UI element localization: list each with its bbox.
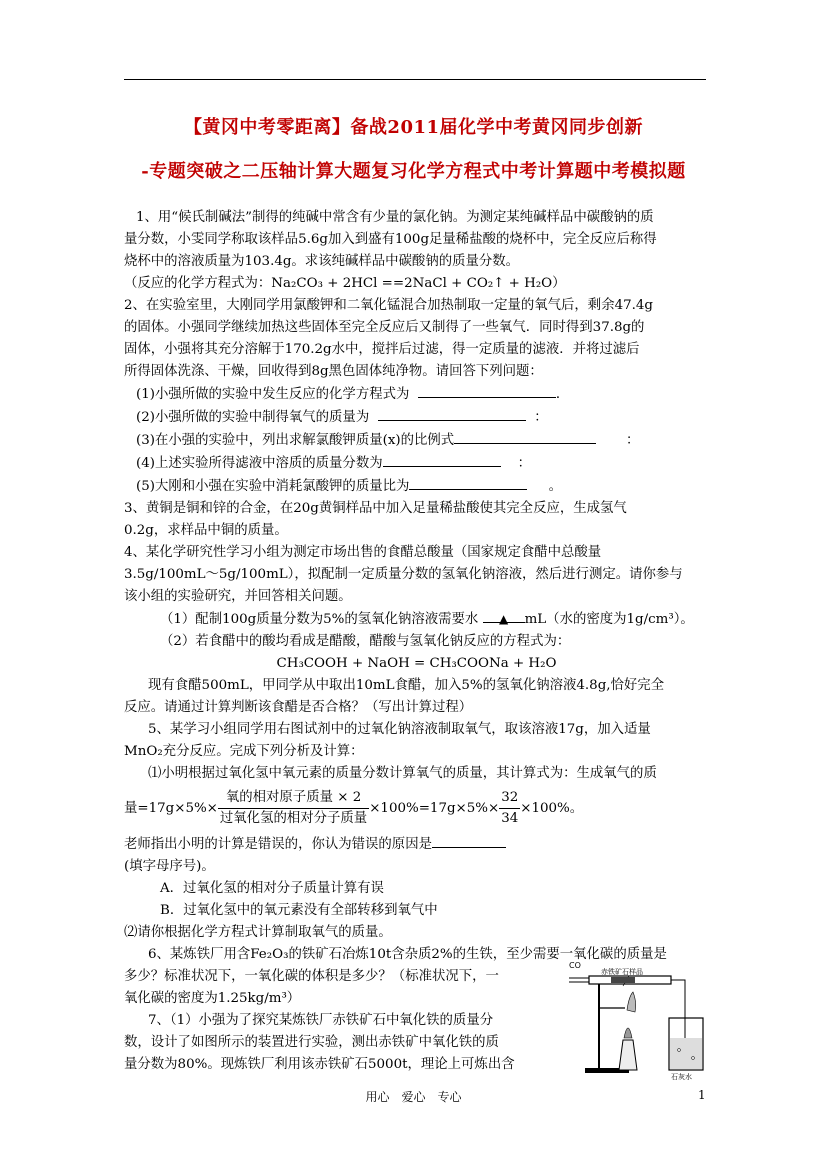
q7-line-1: 7、（1）小强为了探究某炼铁厂赤铁矿石中氧化铁的质量分 [148, 1013, 494, 1028]
q6-line-2: 多少？标准状况下，一氧化碳的体积是多少？（标准状况下，一 [124, 969, 499, 984]
q6-line-1: 6、某炼铁厂用含Fe₂O₃的铁矿石冶炼10t含杂质2%的生铁，至少需要一氧化碳的质量是 [148, 947, 667, 962]
page-footer: 用心 爱心 专心 [365, 1090, 462, 1104]
q7-line-3: 量分数为80%。现炼铁厂利用该赤铁矿石5000t，理论上可炼出含 [124, 1057, 515, 1072]
q2-line-3: 固体，小强将其充分溶解于170.2g水中，搅拌后过滤，得一定质量的滤液．并将过滤后 [124, 342, 640, 357]
page-number: 1 [698, 1088, 706, 1102]
apparatus-diagram [567, 958, 717, 1080]
q2-blank-5[interactable] [409, 475, 527, 490]
q5-formula-suffix: ×100%。 [520, 801, 584, 816]
q1-equation: （反应的化学方程式为：Na₂CO₃ + 2HCl ==2NaCl + CO₂↑ + H₂O） [124, 276, 566, 291]
q6-line-3: 氧化碳的密度为1.25kg/m³） [124, 991, 301, 1006]
q4-sub-1-unit: mL（水的密度为1g/cm³）。 [524, 612, 694, 627]
q4-sub-2: （2）若食醋中的酸均看成是醋酸，醋酸与氢氧化钠反应的方程式为： [160, 634, 571, 649]
q4-line-3: 该小组的实验研究，并回答相关问题。 [124, 589, 352, 604]
q2-sub-1-text: (1)小强所做的实验中发生反应的化学方程式为 [136, 387, 410, 402]
ore-sample [611, 977, 635, 983]
q2-sub-4: (4)上述实验所得滤液中溶质的质量分数为 ： [124, 452, 709, 475]
q2-line-4: 所得固体洗涤、干燥，回收得到8g黑色固体纯净物。请回答下列问题： [124, 364, 543, 379]
q2-sub-4-text: (4)上述实验所得滤液中溶质的质量分数为 [136, 456, 383, 471]
q1-line-2: 量分数，小雯同学称取该样品5.6g加入到盛有100g足量稀盐酸的烧杯中，完全反应后称得 [124, 232, 657, 247]
q4-sub-1 [124, 608, 709, 631]
q4-blank-1[interactable] [483, 608, 525, 626]
q2-sub-5: (5)大刚和小强在实验中消耗氯酸钾的质量比为 。 [124, 475, 709, 498]
q2-blank-4[interactable] [383, 452, 501, 467]
q2-sub-5-text: (5)大刚和小强在实验中消耗氯酸钾的质量比为 [136, 479, 410, 494]
title-line-1: 【黄冈中考零距离】备战2011届化学中考黄冈同步创新 [183, 117, 644, 138]
q4-line-2: 3.5g/100mL～5g/100mL），拟配制一定质量分数的氢氧化钠溶液，然后进行测定。请你参与 [124, 567, 683, 582]
flame-top [627, 992, 636, 1012]
q1-line-3: 烧杯中的溶液质量为103.4g。求该纯碱样品中碳酸钠的质量分数。 [124, 254, 520, 269]
q5-line-4-text: 老师指出小明的计算是错误的，你认为错误的原因是 [124, 837, 432, 852]
q2-line-2: 的固体。小强同学继续加热这些固体至完全反应后又制得了一些氧气．同时得到37.8g的 [124, 320, 645, 335]
q5-line-6: ⑵请你根据化学方程式计算制取氧气的质量。 [124, 925, 392, 940]
header-rule [124, 79, 706, 80]
q2-blank-1[interactable] [418, 383, 556, 398]
q2-sub-3: (3)在小强的实验中，列出求解氯酸钾质量(x)的比例式 ： [124, 429, 709, 452]
q5-formula [124, 785, 709, 833]
q5-option-a: A．过氧化氢的相对分子质量计算有误 [160, 881, 384, 896]
sample-label: 赤铁矿石样品 [601, 968, 643, 976]
q5-line-3: ⑴小明根据过氧化氢中氧元素的质量分数计算氧气的质量，其计算式为：生成氧气的质 [148, 766, 657, 781]
limewater-liquid [670, 1038, 702, 1069]
q2-sub-2: (2)小强所做的实验中制得氧气的质量为 ： [124, 406, 709, 429]
q4-sub-1-text: （1）配制100g质量分数为5%的氢氧化钠溶液需要水 [160, 612, 479, 627]
q2-sub-3-text: (3)在小强的实验中，列出求解氯酸钾质量(x)的比例式 [136, 433, 455, 448]
q2-blank-3[interactable] [454, 429, 596, 444]
q5-fraction-2-numerator: 32 [499, 788, 520, 809]
q5-line-4 [124, 833, 709, 856]
q2-blank-2[interactable] [378, 406, 526, 421]
q3-line-2: 0.2g，求样品中铜的质量。 [124, 523, 288, 538]
q5-fraction-2-denominator: 34 [501, 811, 519, 826]
q2-sub-2-text: (2)小强所做的实验中制得氧气的质量为 [136, 410, 370, 425]
q5-blank[interactable] [432, 833, 506, 848]
q5-line-5: (填字母序号)。 [124, 859, 215, 874]
q4-equation: CH₃COOH + NaOH = CH₃COONa + H₂O [276, 656, 557, 671]
co-label: CO [569, 961, 581, 970]
q1-line-1: 1、用“候氏制碱法”制得的纯碱中常含有少量的氯化钠。为测定某纯碱样品中碳酸钠的质 [136, 210, 654, 225]
q2-line-1: 2、在实验室里，大刚同学用氯酸钾和二氧化锰混合加热制取一定量的氧气后，剩余47.4g [124, 298, 653, 313]
q5-formula-middle: ×100%=17g×5%× [369, 801, 500, 816]
q2-sub-1: (1)小强所做的实验中发生反应的化学方程式为 ． [124, 383, 709, 406]
title-line-2: -专题突破之二压轴计算大题复习化学方程式中考计算题中考模拟题 [141, 161, 686, 182]
q3-line-1: 3、黄铜是铜和锌的合金，在20g黄铜样品中加入足量稀盐酸使其完全反应，生成氢气 [124, 501, 627, 516]
triangle-icon: ▲ [498, 612, 509, 626]
burner [619, 1040, 637, 1070]
flame [624, 1028, 632, 1038]
q5-fraction-1-denominator: 过氧化氢的相对分子质量 [219, 811, 368, 826]
q5-formula-prefix: 量=17g×5%× [124, 801, 218, 816]
q4-line-5: 反应。请通过计算判断该食醋是否合格？（写出计算过程） [124, 700, 473, 715]
q4-line-4: 现有食醋500mL，甲同学从中取出10mL食醋，加入5%的氢氧化钠溶液4.8g,恰好完全 [148, 678, 665, 693]
apparatus-figure [567, 958, 717, 1080]
q5-option-b: B．过氧化氢中的氧元素没有全部转移到氧气中 [160, 903, 438, 918]
q5-fraction-2 [499, 788, 520, 829]
document-body [124, 207, 709, 1076]
q4-line-1: 4、某化学研究性学习小组为测定市场出售的食醋总酸量（国家规定食醋中总酸量 [124, 545, 602, 560]
q5-line-2: MnO₂充分反应。完成下列分析及计算： [124, 744, 364, 759]
q5-fraction-1 [218, 788, 369, 829]
q5-line-1: 5、某学习小组同学用右图试剂中的过氧化钠溶液制取氧气，取该溶液17g，加入适量 [148, 722, 651, 737]
limewater-label: 石灰水 [671, 1073, 692, 1080]
q5-fraction-1-numerator: 氧的相对原子质量 × 2 [218, 788, 369, 809]
q7-line-2: 数，设计了如图所示的装置进行实验，测出赤铁矿中氧化铁的质 [124, 1035, 499, 1050]
